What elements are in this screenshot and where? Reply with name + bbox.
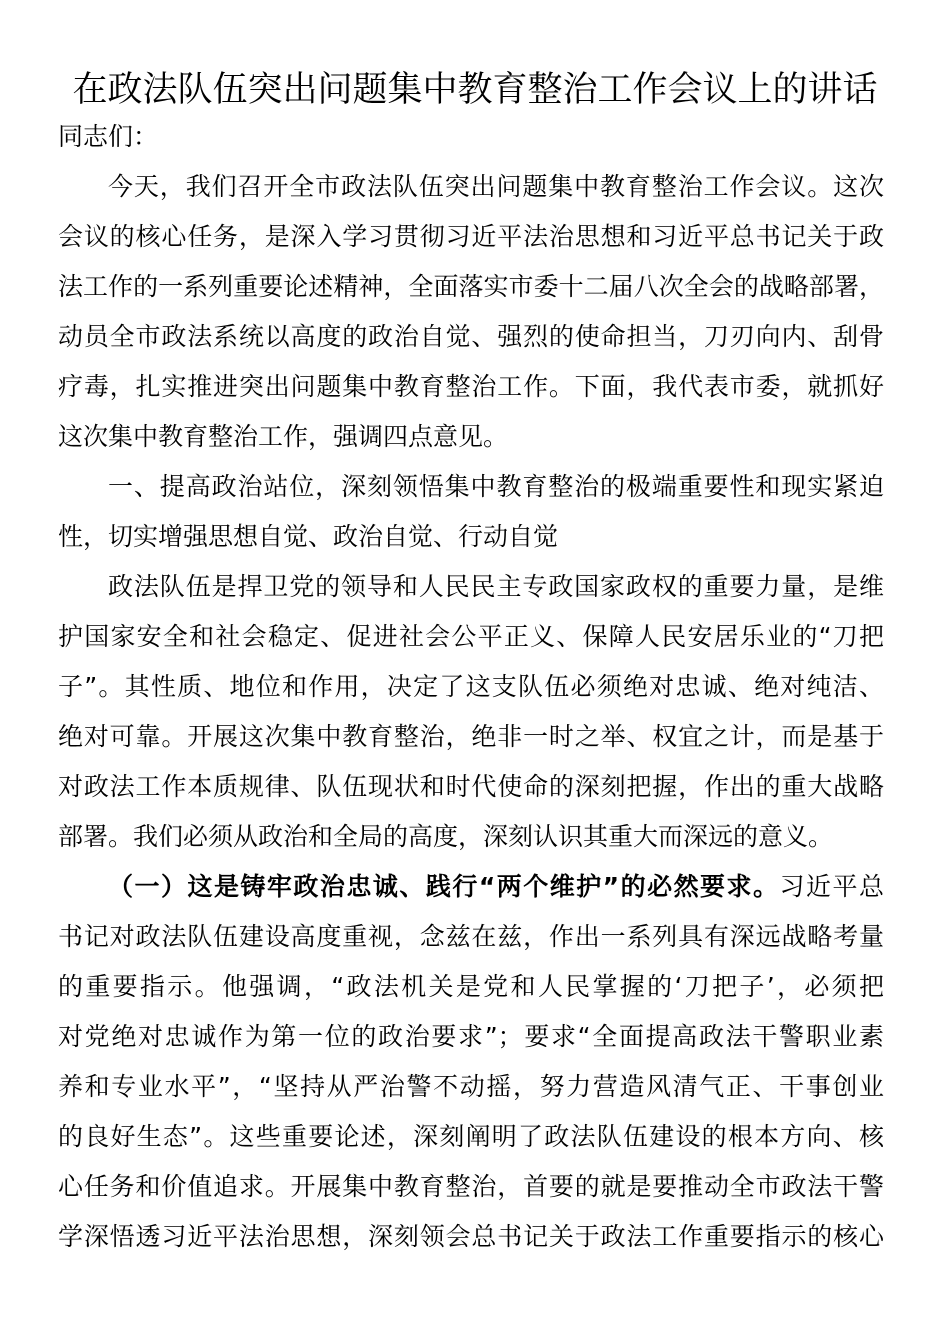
heading-line: 性，切实增强思想自觉、政治自觉、行动自觉 bbox=[58, 522, 559, 551]
paragraph-line: 书记对政法队伍建设高度重视，念兹在兹，作出一系列具有深远战略考量 bbox=[58, 922, 884, 951]
paragraph-line bbox=[58, 862, 884, 912]
paragraph-line: 部署。我们必须从政治和全局的高度，深刻认识其重大而深远的意义。 bbox=[58, 822, 834, 851]
paragraph-line: 绝对可靠。开展这次集中教育整治，绝非一时之举、权宜之计，而是基于 bbox=[58, 722, 884, 751]
paragraph-line: 动员全市政法系统以高度的政治自觉、强烈的使命担当，刀刃向内、刮骨 bbox=[58, 322, 884, 351]
paragraph-line: 护国家安全和社会稳定、促进社会公平正义、保障人民安居乐业的“刀把 bbox=[58, 622, 884, 651]
paragraph-line: 法工作的一系列重要论述精神，全面落实市委十二届八次全会的战略部署， bbox=[58, 272, 884, 301]
salutation: 同志们： bbox=[58, 122, 159, 151]
paragraph-line: 学深悟透习近平法治思想，深刻领会总书记关于政法工作重要指示的核心 bbox=[58, 1222, 884, 1251]
paragraph-subsection-1 bbox=[58, 862, 884, 1262]
subsection-lead: （一）这是铸牢政治忠诚、践行“两个维护”的必然要求。 bbox=[108, 872, 780, 901]
paragraph-line: 这次集中教育整治工作，强调四点意见。 bbox=[58, 422, 509, 451]
heading-line: 一、提高政治站位，深刻领悟集中教育整治的极端重要性和现实紧迫 bbox=[108, 472, 884, 501]
paragraph-line: 对党绝对忠诚作为第一位的政治要求”；要求“全面提高政法干警职业素 bbox=[58, 1022, 884, 1051]
paragraph-line-text: 习近平总 bbox=[779, 872, 884, 901]
paragraph-line: 的良好生态”。这些重要论述，深刻阐明了政法队伍建设的根本方向、核 bbox=[58, 1122, 884, 1151]
paragraph-line: 疗毒，扎实推进突出问题集中教育整治工作。下面，我代表市委，就抓好 bbox=[58, 372, 884, 401]
paragraph-line: 会议的核心任务，是深入学习贯彻习近平法治思想和习近平总书记关于政 bbox=[58, 222, 884, 251]
section-heading-1 bbox=[58, 462, 884, 562]
paragraph-line: 今天，我们召开全市政法队伍突出问题集中教育整治工作会议。这次 bbox=[108, 172, 884, 201]
paragraph-line: 心任务和价值追求。开展集中教育整治，首要的就是要推动全市政法干警 bbox=[58, 1172, 884, 1201]
document-body bbox=[58, 112, 884, 1262]
paragraph-line: 子”。其性质、地位和作用，决定了这支队伍必须绝对忠诚、绝对纯洁、 bbox=[58, 672, 884, 701]
paragraph-section-1-intro bbox=[58, 562, 884, 862]
paragraph-opening bbox=[58, 162, 884, 462]
paragraph-line: 对政法工作本质规律、队伍现状和时代使命的深刻把握，作出的重大战略 bbox=[58, 772, 884, 801]
paragraph-line: 养和专业水平”，“坚持从严治警不动摇，努力营造风清气正、干事创业 bbox=[58, 1072, 884, 1101]
paragraph-line: 的重要指示。他强调，“政法机关是党和人民掌握的‘刀把子’，必须把 bbox=[58, 972, 884, 1001]
paragraph-line: 政法队伍是捍卫党的领导和人民民主专政国家政权的重要力量，是维 bbox=[108, 572, 884, 601]
document-title: 在政法队伍突出问题集中教育整治工作会议上的讲话 bbox=[72, 70, 878, 110]
